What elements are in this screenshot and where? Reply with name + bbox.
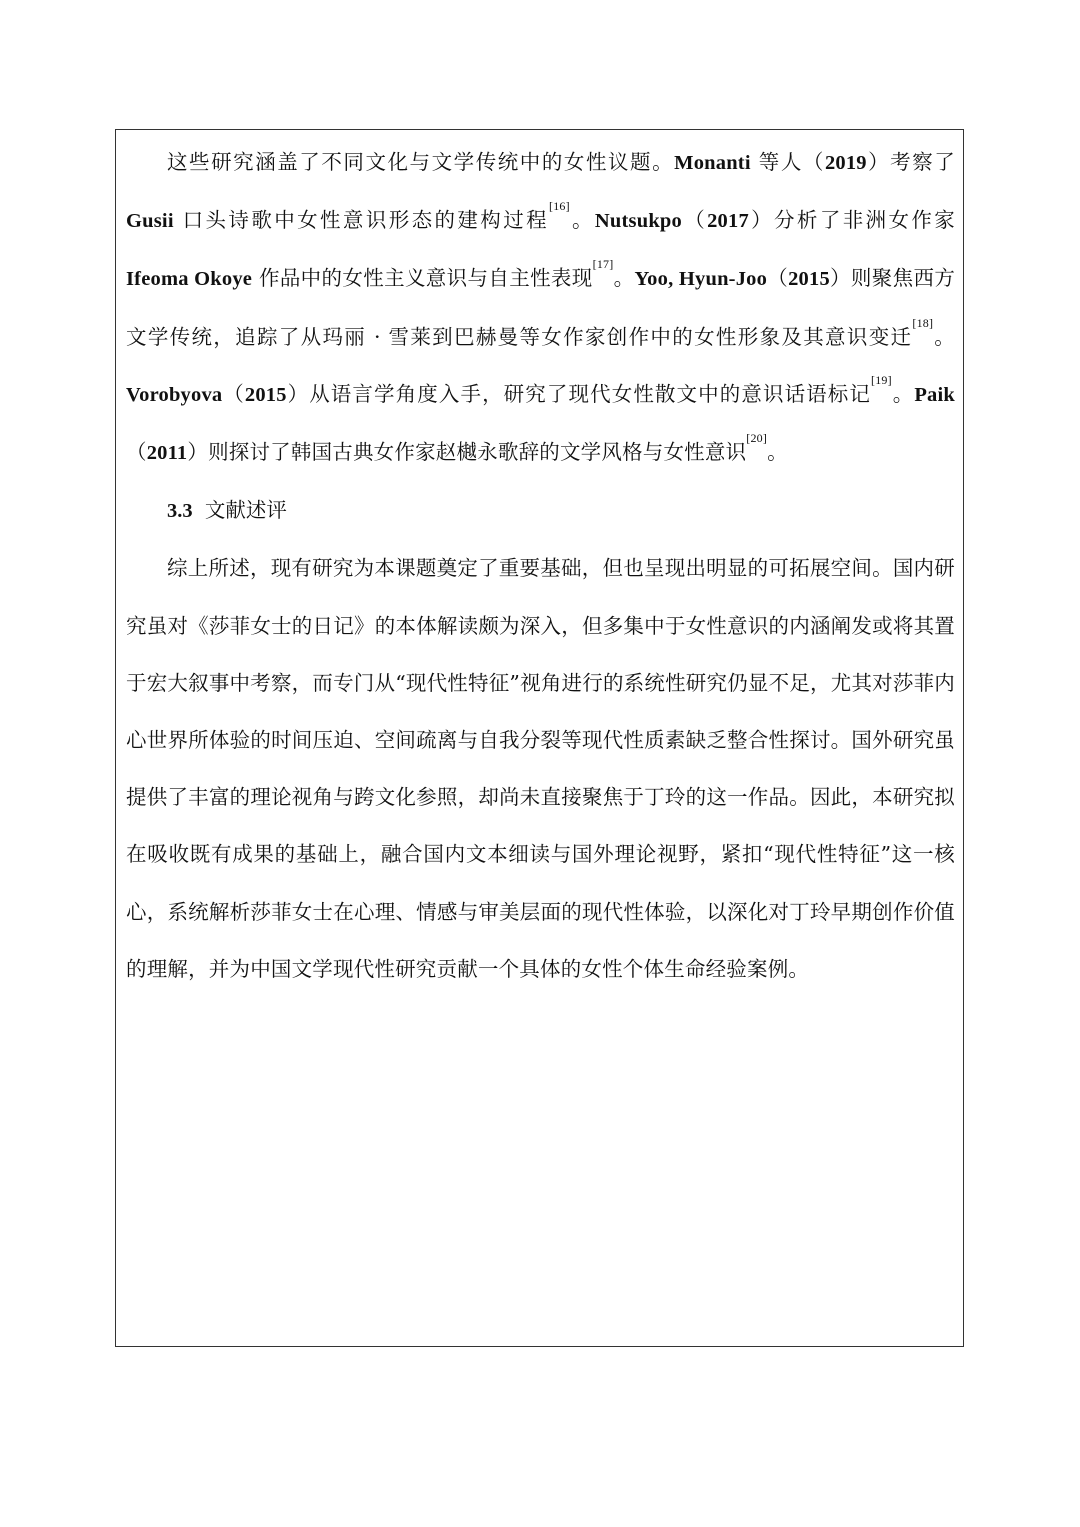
text-run: ）则探讨了韩国古典女作家赵樾永歌辞的文学风格与女性意识 [187, 440, 747, 465]
citation-marker: [17] [592, 257, 614, 272]
term-name: Gusii [126, 210, 174, 233]
text-run: 。 [767, 440, 788, 465]
citation-marker: [16] [549, 199, 570, 214]
text-run: （ [682, 208, 708, 233]
document-frame [115, 129, 964, 1347]
author-name: Paik [914, 383, 955, 406]
citation-marker: [19] [871, 372, 892, 387]
author-name: Nutsukpo [594, 210, 682, 233]
paragraph-foreign-studies [126, 134, 955, 482]
year: 2019 [824, 152, 867, 174]
text-run: （ [126, 440, 147, 465]
text-run: ）考察了 [866, 150, 955, 174]
year: 2015 [788, 268, 830, 291]
text-run: 。 [933, 324, 955, 349]
year: 2011 [146, 442, 188, 465]
citation-marker: [18] [912, 315, 934, 330]
section-heading [126, 482, 955, 540]
year: 2017 [707, 210, 749, 233]
text-run: ）则聚焦西方文学传统，追踪了从玛丽 · 雪莱到巴赫曼等女作家创作中的女性形象及其意识变迁 [126, 266, 956, 349]
text-run: 这些研究涵盖了不同文化与文学传统中的女性议题。 [167, 150, 675, 174]
text-run: 。 [569, 208, 595, 233]
author-name: Yoo, Hyun-Joo [634, 268, 768, 291]
author-name: Ifeoma Okoye [126, 268, 253, 291]
text-run: 口头诗歌中女性意识形态的建构过程 [173, 208, 550, 233]
paragraph-literature-review: 综上所述，现有研究为本课题奠定了重要基础，但也呈现出明显的可拓展空间。国内研究虽对《莎菲女士的日记》的本体解读颇为深入，但多集中于女性意识的内涵阐发或将其置于宏大叙事中考察，而专门从“现代性特征”视角进行的系统性研究仍显不足，尤其对莎菲内心世界所体验的时间压迫、空间疏离与自我分裂等现代性质素缺乏整合性探讨。国外研究虽提供了丰富的理论视角与跨文化参照，却尚未直接聚焦于丁玲的这一作品。因此，本研究拟在吸收既有成果的基础上，融合国内文本细读与国外理论视野，紧扣“现代性特征”这一核心，系统解析莎菲女士在心理、情感与审美层面的现代性体验，以深化对丁玲早期创作价值的理解，并为中国文学现代性研究贡献一个具体的女性个体生命经验案例。 [126, 556, 955, 981]
text-run: （ [222, 381, 245, 406]
year: 2015 [244, 383, 287, 406]
text-run: ）从语言学角度入手，研究了现代女性散文中的意识话语标记 [286, 381, 872, 406]
author-name: Vorobyova [126, 383, 223, 406]
author-name: Monanti [674, 152, 751, 174]
text-run: 。 [891, 381, 915, 406]
text-run: （ [767, 266, 789, 291]
citation-marker: [20] [746, 431, 768, 446]
section-number: 3.3 [167, 500, 193, 523]
text-run: 作品中的女性主义意识与自主性表现 [252, 266, 593, 291]
section-title: 文献述评 [204, 498, 287, 523]
document-body [126, 134, 955, 998]
text-run: 等人（ [750, 150, 825, 174]
text-run: 。 [613, 266, 635, 291]
text-run: ）分析了非洲女作家 [748, 208, 956, 233]
